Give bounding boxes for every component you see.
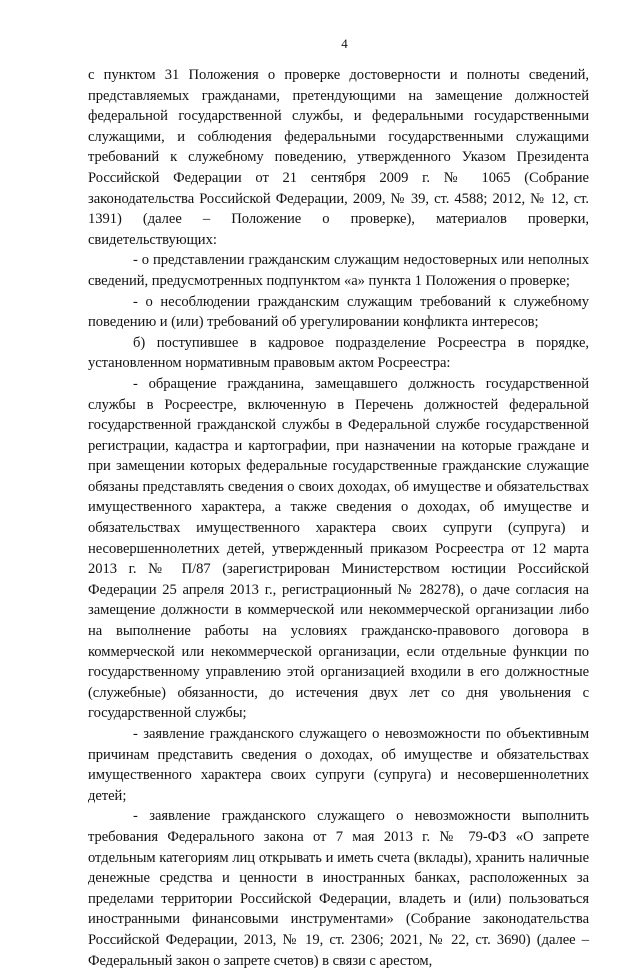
page-number: 4 (341, 36, 348, 51)
paragraph-item-conduct-requirements: - о несоблюдении гражданским служащим требований к служебному поведению и (или) требований об урегулировании конфликта интересов; (88, 293, 589, 331)
paragraph-item-foreign-accounts: - заявление гражданского служащего о невозможности выполнить требования Федерального закона от 7 мая 2013 г. № 79-ФЗ «О запрете отдельным категориям лиц открывать и иметь счета (вклады), хранить наличные денежные средства и ценности в иностранных банках, расположенных за пределами территории Российской Федерации, владеть и (или) пользоваться иностранными финансовыми инструментами» (Собрание законодательства Российской Федерации, 2013, № 19, ст. 2306; 2021, № 22, ст. 3690) (далее – Федеральный закон о запрете счетов) в связи с арестом, (88, 808, 589, 969)
paragraph-item-income-statement: - заявление гражданского служащего о невозможности по объективным причинам представить сведения о доходах, об имуществе и обязательствах имущественного характера своих супруги (супруга) и несовершеннолетних детей; (88, 726, 589, 804)
paragraph-continuation: с пунктом 31 Положения о проверке достоверности и полноты сведений, представляемых гражданами, претендующими на замещение должностей федеральной государственной службы, и федеральными государственными служащими, и соблюдения федеральными государственными служащими требований к служебному поведению, утвержденного Указом Президента Российской Федерации от 21 сентября 2009 г. № 1065 (Собрание законодательства Российской Федерации, 2009, № 39, ст. 4588; 2012, № 12, ст. 1391) (далее – Положение о проверке), материалов проверки, свидетельствующих: (88, 67, 589, 248)
document-body (88, 65, 589, 971)
paragraph-item-inaccurate-info: - о представлении гражданским служащим недостоверных или неполных сведений, предусмотренных подпунктом «а» пункта 1 Положения о проверке; (88, 252, 589, 289)
paragraph-item-citizen-appeal: - обращение гражданина, замещавшего должность государственной службы в Росреестре, включенную в Перечень должностей федеральной государственной гражданской службы в Федеральной службе государственной регистрации, кадастра и картографии, при назначении на которые граждане и при замещении которых федеральные государственные гражданские служащие обязаны представлять сведения о своих доходах, об имуществе и обязательствах имущественного характера, а также сведения о доходах, об имуществе и обязательствах имущественного характера своих супруги (супруга) и несовершеннолетних детей, утвержденный приказом Росреестра от 12 марта 2013 г. № П/87 (зарегистрирован Министерством юстиции Российской Федерации 25 апреля 2013 г., регистрационный № 28278), о даче согласия на замещение должности в коммерческой или некоммерческой организации либо на выполнение работы на условиях гражданско-правового договора в коммерческой или некоммерческой организации, если отдельные функции по государственному управлению этой организацией входили в его должностные (служебные) обязанности, до истечения двух лет со дня увольнения с государственной службы; (88, 375, 589, 722)
paragraph-subpoint-b: б) поступившее в кадровое подразделение Росреестра в порядке, установленном нормативным правовым актом Росреестра: (88, 334, 589, 372)
